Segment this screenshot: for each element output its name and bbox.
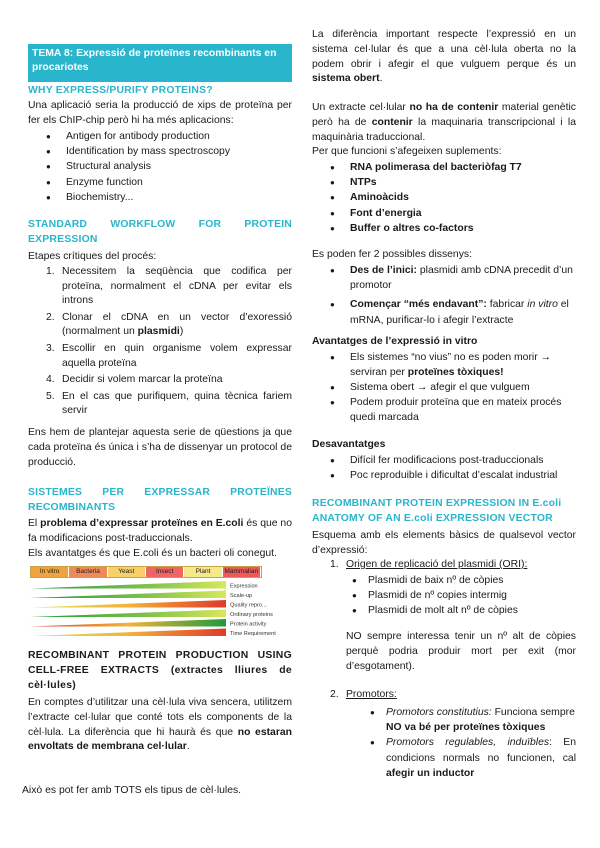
systems-advantage: Els avantatges és que E.coli és un bacteri oli conegut. — [28, 548, 277, 559]
chart-row-label: Time Requirement — [230, 631, 276, 636]
chart-row-label: Scale-up — [230, 593, 253, 599]
anatomy-heading-1: RECOMBINANT PROTEIN EXPRESSION IN E.coli — [312, 498, 562, 509]
why-list — [28, 129, 292, 205]
page-title: TEMA 8: Expressió de proteïnes recombinants en procariotes — [28, 44, 292, 82]
chart-bar — [30, 619, 226, 627]
list-item: ● Structural analysis — [28, 159, 292, 174]
list-item: ● Els sistemes “no vius” no es poden morir → serviran per proteïnes tòxiques! — [312, 350, 576, 380]
list-item: ● Enzyme function — [28, 175, 292, 190]
expression-systems-chart — [30, 566, 292, 636]
list-item: ● Podem produir proteïna que en mateix procés quedi marcada — [312, 395, 576, 425]
systems-heading-2: RECOMBINANTS — [28, 502, 116, 513]
chart-category-label: Bacteria — [69, 567, 107, 577]
systems-heading-1: SISTEMES PER EXPRESSAR PROTEÏNES — [28, 487, 292, 498]
list-item: 5. En el cas que purifiquem, quina tècnica fariem servir — [46, 390, 292, 417]
list-item: ● Poc reproduible i dificultat d’escalat industrial — [312, 468, 576, 483]
list-item: 2. Clonar el cDNA en un vector d’exoressió (normalment un plasmidi) — [46, 311, 292, 338]
supplements-intro: Per que funcioni s’afegeixen suplements: — [312, 146, 502, 157]
chart-category-label: Mammalian — [223, 567, 261, 577]
chart-row-label: Expression — [230, 583, 258, 590]
designs-intro: Es poden fer 2 possibles dissenys: — [312, 249, 472, 260]
anatomy-intro: Esquema amb els elements bàsics de qualsevol vector d’expressió: — [312, 530, 576, 556]
list-item: ● Difícil fer modificacions post-traduccionals — [312, 453, 576, 468]
supplements-list — [312, 160, 576, 236]
workflow-heading-1: STANDARD WORKFLOW FOR PROTEIN — [28, 219, 292, 230]
chart-row-label: Ordinary proteins — [230, 612, 273, 618]
cellfree-paragraph: En comptes d’utilitzar una cèl·lula viva sencera, utilitzem l’extracte cel·lular que conté tots els components de la cèl·lula. La diferència que hi haurà és que no estaran envoltats de membrana cel·lular. — [28, 697, 293, 753]
workflow-intro: Etapes crítiques del procés: — [28, 251, 157, 262]
list-item: ● Font d’energia — [312, 206, 576, 221]
chart-bar — [30, 581, 226, 589]
ori-note: NO sempre interessa tenir un nº alt de còpies perquè podria produir mort per exit (mor d’esgotament). — [346, 631, 576, 672]
list-item: ● Plasmidi de baix nº de còpies — [312, 573, 576, 588]
chart-bar — [30, 591, 226, 599]
why-intro: Una aplicació seria la producció de xips de proteïna per fer els ChIP-chip però hi ha més aplicacions: — [28, 100, 292, 126]
difference-paragraph: La diferència important respecte l’expressió en un sistema cel·lular és que a una cèl·lula oberta no la podem obrir i afegir el que vulguem perque és un sistema obert. — [312, 29, 576, 85]
cellfree-heading: RECOMBINANT PROTEIN PRODUCTION USING CELL-FREE EXTRACTS (extractes lliures de cèl·lules) — [28, 650, 292, 691]
list-item: ● NTPs — [312, 175, 576, 190]
list-item: ● Plasmidi de molt alt nº de còpies — [312, 603, 576, 618]
list-item: ● Antigen for antibody production — [28, 129, 292, 144]
chart-category-label: Insect — [146, 567, 184, 577]
list-item: ● Promotors regulables, induïbles: En condicions normals no funcionen, cal afegir un inductor — [312, 735, 576, 781]
list-item: ● Aminoàcids — [312, 190, 576, 205]
questions-paragraph: Ens hem de plantejar aquesta serie de qüestions ja que cada proteïna és única i s’ha de dissenyar un protocol de producció. — [28, 427, 292, 468]
disadvantages-list — [312, 453, 576, 483]
chart-category-label: Plant — [184, 567, 222, 577]
workflow-steps — [28, 265, 292, 419]
chart-row-label: Protein activity — [230, 621, 267, 628]
advantages-list — [312, 350, 576, 425]
chart-category-label: In vitro — [31, 567, 69, 577]
extract-paragraph: Un extracte cel·lular no ha de contenir material genètic però ha de contenir la maquinaria transcripcional i la maquinària traduccional. — [312, 102, 576, 143]
promoters-list — [312, 705, 576, 781]
chart-row-label: Quality repro... — [230, 602, 267, 609]
chart-bar — [30, 600, 226, 608]
list-item: 1. Necessitem la seqüència que codifica per proteïna, normalment el cDNA per evitar els introns — [46, 266, 292, 307]
disadvantages-heading: Desavantatges — [312, 439, 386, 450]
chart-category-label: Yeast — [108, 567, 146, 577]
list-item: ● Biochemistry... — [28, 190, 292, 205]
advantages-heading: Avantatges de l’expressió in vitro — [312, 336, 478, 347]
list-item: 4. Decidir si volem marcar la proteïna — [46, 374, 223, 386]
systems-paragraph: El problema d’expressar proteïnes en E.coli és que no fa modificacions post-traduccionals. — [28, 518, 292, 544]
designs-list — [312, 263, 576, 328]
list-item: ● Sistema obert → afegir el que vulguem — [312, 380, 576, 395]
list-item: ● Buffer o altres co-factors — [312, 221, 576, 236]
list-item: ● Des de l’inici: plasmidi amb cDNA precedit d’un promotor — [312, 263, 576, 293]
list-item: ● Començar “més endavant”: fabricar in vitro el mRNA, purificar-lo i afegir l’extracte — [312, 297, 576, 327]
final-line: Això es pot fer amb TOTS els tipus de cèl·lules. — [22, 785, 242, 796]
ori-list — [312, 573, 576, 619]
list-item: ● Promotors constitutius: Funciona sempre NO va bé per proteïnes tòxiques — [312, 705, 576, 735]
list-item: 3. Escollir en quin organisme volem expressar aquella proteïna — [46, 342, 292, 369]
list-item: ● RNA polimerasa del bacteriòfag T7 — [312, 160, 576, 175]
chart-bar — [30, 629, 226, 637]
why-heading: WHY EXPRESS/PURIFY PROTEINS? — [28, 85, 213, 96]
chart-bars — [30, 578, 292, 636]
list-item: ● Identification by mass spectroscopy — [28, 144, 292, 159]
workflow-heading-2: EXPRESSION — [28, 234, 98, 245]
chart-bar — [30, 610, 226, 618]
list-item: ● Plasmidi de nº copies intermig — [312, 588, 576, 603]
anatomy-heading-2: ANATOMY OF AN E.coli EXPRESSION VECTOR — [312, 513, 553, 524]
